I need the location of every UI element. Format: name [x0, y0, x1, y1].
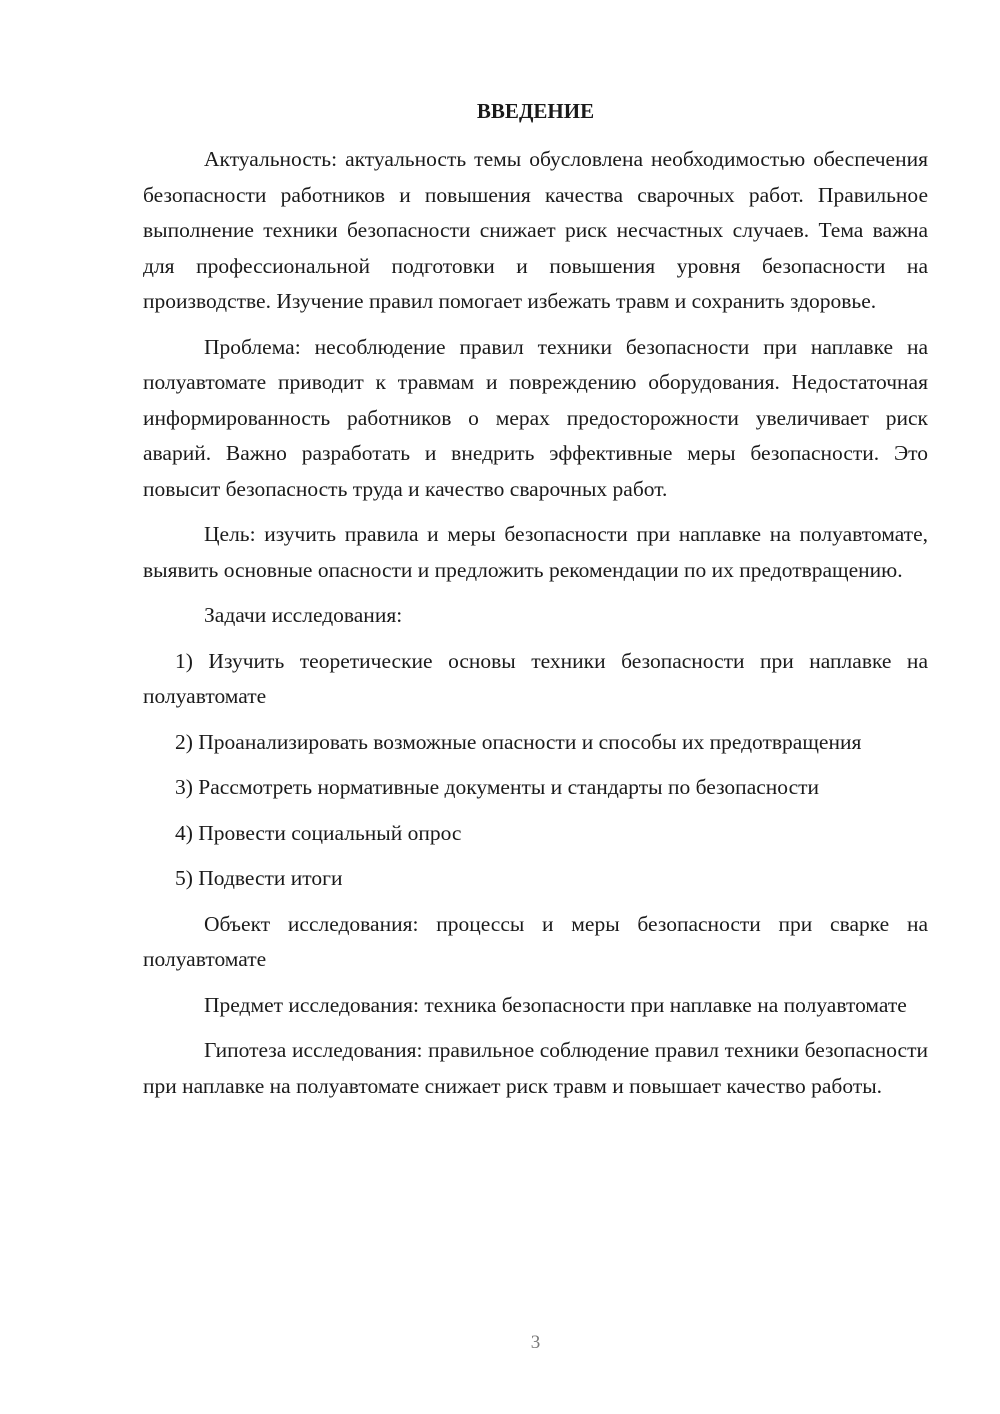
task-item-4: 4) Провести социальный опрос: [175, 820, 462, 845]
document-body: [143, 142, 928, 1114]
document-page: [143, 0, 928, 1414]
paragraph-goal: Цель: изучить правила и меры безопасности при наплавке на полуавтомате, выявить основные опасности и предложить рекомендации по их предотвращению.: [143, 522, 928, 582]
page-title: ВВЕДЕНИЕ: [476, 99, 595, 123]
paragraph-hypothesis: Гипотеза исследования: правильное соблюдение правил техники безопасности при наплавке на полуавтомате снижает риск травм и повышает качество работы.: [143, 1038, 928, 1098]
task-item-2: 2) Проанализировать возможные опасности и способы их предотвращения: [175, 729, 862, 754]
paragraph-subject: Предмет исследования: техника безопасности при наплавке на полуавтомате: [204, 992, 907, 1017]
tasks-heading: Задачи исследования:: [204, 603, 403, 627]
paragraph-relevance: Актуальность: актуальность темы обусловлена необходимостью обеспечения безопасности работников и повышения качества сварочных работ. Правильное выполнение техники безопасности снижает риск несчастных случаев. Тема важна для профессиональной подготовки и повышения уровня безопасности на производстве. Изучение правил помогает избежать травм и сохранить здоровье.: [143, 147, 928, 313]
paragraph-object: Объект исследования: процессы и меры безопасности при сварке на полуавтомате: [143, 911, 928, 971]
paragraph-problem: Проблема: несоблюдение правил техники безопасности при наплавке на полуавтомате приводит к травмам и повреждению оборудования. Недостаточная информированность работников о мерах предосторожности увеличивает риск аварий. Важно разработать и внедрить эффективные меры безопасности. Это повысит безопасность труда и качество сварочных работ.: [143, 334, 928, 501]
task-item-1: 1) Изучить теоретические основы техники безопасности при наплавке на полуавтомате: [143, 648, 928, 708]
task-item-3: 3) Рассмотреть нормативные документы и стандарты по безопасности: [175, 775, 820, 799]
task-item-5: 5) Подвести итоги: [175, 866, 343, 890]
page-number: 3: [530, 1332, 541, 1353]
